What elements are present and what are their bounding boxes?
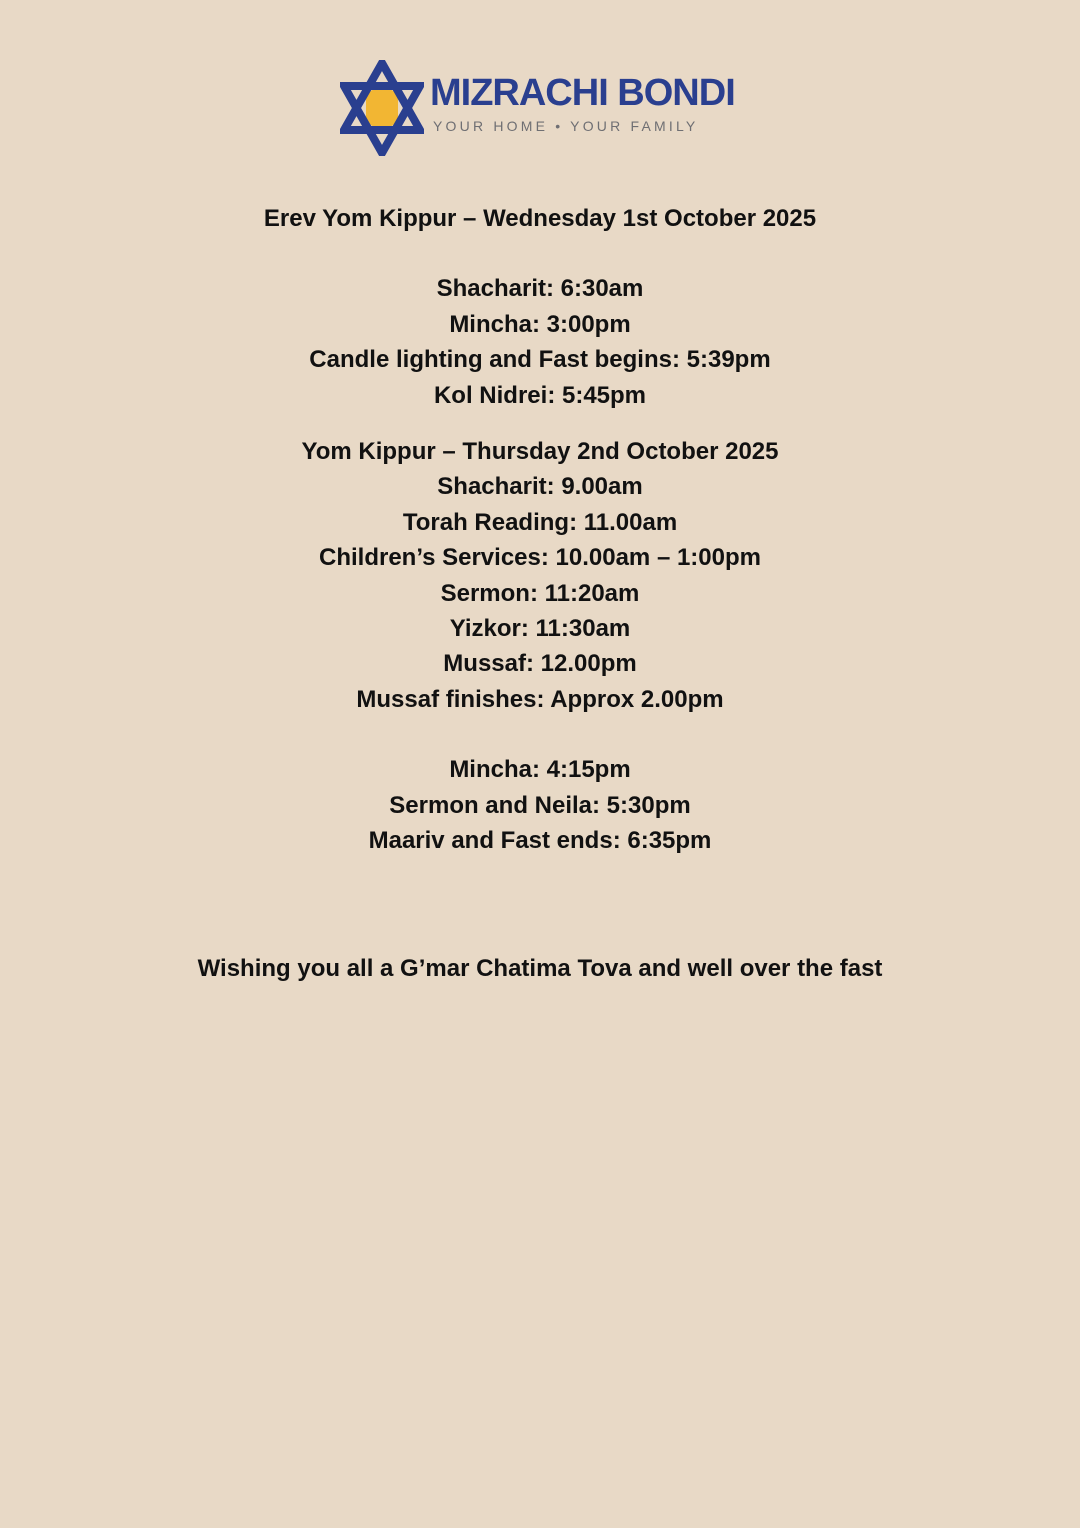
schedule-line: Candle lighting and Fast begins: 5:39pm bbox=[309, 346, 771, 374]
schedule-line: Mussaf: 12.00pm bbox=[443, 650, 637, 678]
logo-name: MIZRACHI BONDI bbox=[430, 72, 735, 114]
star-of-david-icon bbox=[340, 60, 424, 156]
schedule-line: Shacharit: 6:30am bbox=[436, 275, 644, 303]
schedule-line: Sermon and Neila: 5:30pm bbox=[389, 791, 691, 819]
schedule bbox=[0, 201, 1080, 986]
schedule-line: Sermon: 11:20am bbox=[440, 579, 640, 607]
schedule-line: Yizkor: 11:30am bbox=[449, 615, 631, 643]
schedule-line: Mussaf finishes: Approx 2.00pm bbox=[356, 685, 724, 713]
closing-message: Wishing you all a G’mar Chatima Tova and well over the fast bbox=[197, 954, 883, 982]
schedule-line: Maariv and Fast ends: 6:35pm bbox=[368, 827, 712, 855]
logo bbox=[340, 60, 740, 156]
schedule-line: Kol Nidrei: 5:45pm bbox=[433, 381, 647, 409]
schedule-line: Torah Reading: 11.00am bbox=[402, 508, 678, 536]
logo-tagline: YOUR HOME • YOUR FAMILY bbox=[433, 118, 699, 134]
schedule-line: Children’s Services: 10.00am – 1:00pm bbox=[318, 544, 761, 572]
schedule-line: Mincha: 4:15pm bbox=[449, 756, 631, 784]
schedule-line: Mincha: 3:00pm bbox=[449, 310, 631, 338]
schedule-line: Shacharit: 9.00am bbox=[437, 473, 643, 501]
yom-kippur-heading: Yom Kippur – Thursday 2nd October 2025 bbox=[301, 438, 779, 466]
erev-heading: Erev Yom Kippur – Wednesday 1st October 2025 bbox=[263, 205, 817, 232]
